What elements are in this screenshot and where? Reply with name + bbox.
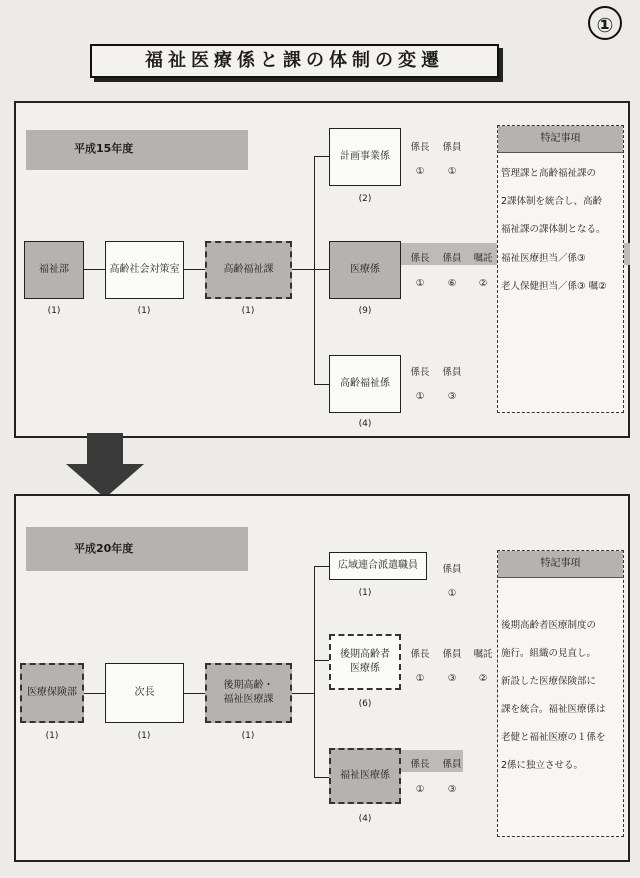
staff-count: ① bbox=[415, 673, 425, 684]
count-label: (9) bbox=[358, 306, 372, 316]
count-label: (1) bbox=[45, 731, 59, 741]
count-label: (4) bbox=[358, 419, 372, 429]
org-box: 次長 bbox=[105, 663, 184, 723]
count-label: (2) bbox=[358, 194, 372, 204]
role-label: 係員 bbox=[442, 649, 462, 660]
role-label: 嘱託 bbox=[473, 649, 493, 660]
count-label: (6) bbox=[358, 699, 372, 709]
connector bbox=[183, 693, 205, 694]
role-label: 係長 bbox=[410, 649, 430, 660]
note-line: 課を統合。福祉医療係は bbox=[501, 704, 606, 715]
staff-count: ⑥ bbox=[447, 278, 457, 289]
connector bbox=[314, 660, 329, 661]
org-box: 後期高齢・ 福祉医療課 bbox=[205, 663, 292, 723]
count-label: (1) bbox=[241, 306, 255, 316]
notes-title: 特記事項 bbox=[498, 126, 623, 153]
note-line: 老人保健担当／係③ 嘱② bbox=[501, 281, 607, 292]
staff-count: ③ bbox=[447, 784, 457, 795]
note-line: 2課体制を統合し、高齢 bbox=[501, 196, 603, 207]
down-arrow-head-icon bbox=[66, 464, 144, 498]
section-box: 福祉医療係 bbox=[329, 748, 401, 804]
notes-box bbox=[497, 550, 624, 837]
era-label: 平成20年度 bbox=[26, 527, 248, 571]
section-box: 計画事業係 bbox=[329, 128, 401, 186]
connector bbox=[291, 693, 315, 694]
note-line: 老健と福祉医療の１係を bbox=[501, 732, 606, 743]
connector bbox=[314, 777, 329, 778]
staff-count: ① bbox=[415, 278, 425, 289]
org-box: 福祉部 bbox=[24, 241, 84, 299]
org-box: 高齢福祉課 bbox=[205, 241, 292, 299]
notes-title: 特記事項 bbox=[498, 551, 623, 578]
staff-count: ① bbox=[415, 784, 425, 795]
staff-count: ② bbox=[478, 278, 488, 289]
connector bbox=[83, 269, 105, 270]
page-number: ① bbox=[588, 6, 622, 40]
down-arrow-icon bbox=[87, 433, 123, 465]
staff-count: ② bbox=[478, 673, 488, 684]
staff-count: ① bbox=[415, 391, 425, 402]
count-label: (1) bbox=[137, 731, 151, 741]
role-label: 係員 bbox=[442, 253, 462, 264]
section-box: 医療係 bbox=[329, 241, 401, 299]
count-label: (1) bbox=[241, 731, 255, 741]
org-box: 医療保険部 bbox=[20, 663, 84, 723]
note-line: 後期高齢者医療制度の bbox=[501, 620, 597, 631]
count-label: (1) bbox=[137, 306, 151, 316]
staff-count: ① bbox=[447, 166, 457, 177]
count-label: (4) bbox=[358, 814, 372, 824]
staff-count: ③ bbox=[447, 673, 457, 684]
section-box: 高齢福祉係 bbox=[329, 355, 401, 413]
note-line: 福祉課の課体制となる。 bbox=[501, 224, 606, 235]
connector bbox=[314, 566, 329, 567]
role-label: 嘱託 bbox=[473, 253, 493, 264]
connector bbox=[314, 269, 329, 270]
connector bbox=[314, 384, 329, 385]
connector bbox=[291, 269, 315, 270]
note-line: 新設した医療保険部に bbox=[501, 676, 597, 687]
count-label: (1) bbox=[358, 588, 372, 598]
connector bbox=[83, 693, 105, 694]
staff-count: ① bbox=[447, 588, 457, 599]
role-label: 係員 bbox=[442, 142, 462, 153]
role-label: 係長 bbox=[410, 367, 430, 378]
note-line: 管理課と高齢福祉課の bbox=[501, 168, 597, 179]
connector bbox=[314, 156, 315, 384]
org-box: 高齢社会対策室 bbox=[105, 241, 184, 299]
connector bbox=[314, 156, 329, 157]
staff-count: ③ bbox=[447, 391, 457, 402]
connector bbox=[314, 566, 315, 777]
role-label: 係長 bbox=[410, 759, 430, 770]
count-label: (1) bbox=[47, 306, 61, 316]
role-label: 係長 bbox=[410, 253, 430, 264]
connector bbox=[183, 269, 205, 270]
page-title: 福祉医療係と課の体制の変遷 bbox=[90, 44, 499, 78]
note-line: 2係に独立させる。 bbox=[501, 760, 584, 771]
staff-count: ① bbox=[415, 166, 425, 177]
role-label: 係員 bbox=[442, 564, 462, 575]
role-label: 係員 bbox=[442, 367, 462, 378]
era-label: 平成15年度 bbox=[26, 130, 248, 170]
note-line: 施行。組織の見直し。 bbox=[501, 648, 597, 659]
section-box: 広域連合派遣職員 bbox=[329, 552, 427, 580]
role-label: 係員 bbox=[442, 759, 462, 770]
section-box: 後期高齢者 医療係 bbox=[329, 634, 401, 690]
role-label: 係長 bbox=[410, 142, 430, 153]
note-line: 福祉医療担当／係③ bbox=[501, 253, 586, 264]
